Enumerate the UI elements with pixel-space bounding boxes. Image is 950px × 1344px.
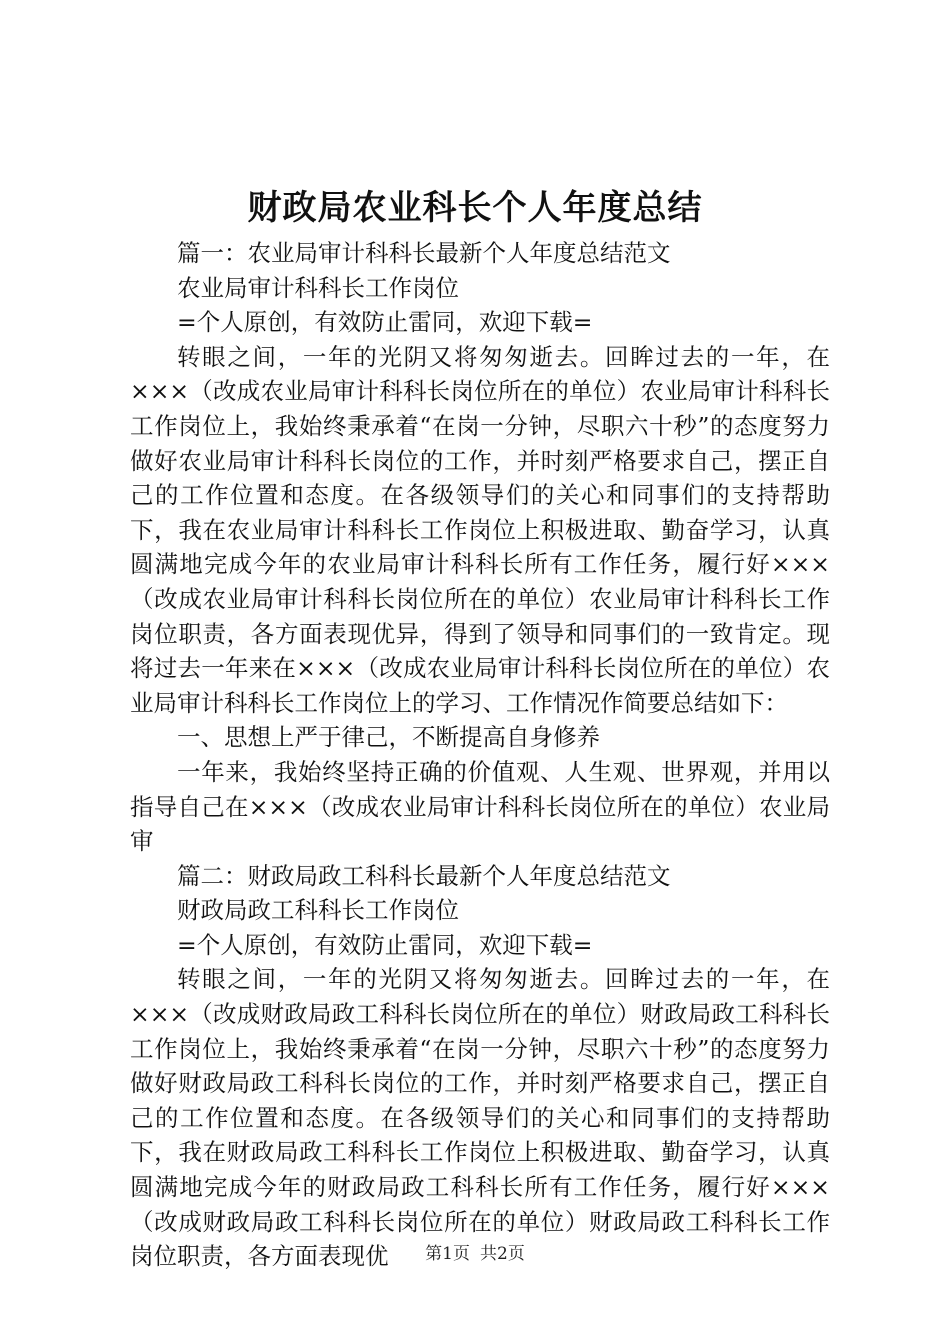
document-title: 财政局农业科长个人年度总结 xyxy=(247,188,703,228)
paragraph-intro-2: 转眼之间，一年的光阴又将匆匆逝去。回眸过去的一年，在×××（改成财政局政工科科长岗位所在的单位）财政局政工科科长工作岗位上，我始终秉承着“在岗一分钟，尽职六十秒”的态度努力做好财政局政工科科长岗位的工作，并时刻严格要求自己，摆正自己的工作位置和态度。在各级领导们的关心和同事们的支持帮助下，我在财政局政工科科长工作岗位上积极进取、勤奋学习，认真圆满地完成今年的财政局政工科科长所有工作任务，履行好×××（改成财政局政工科科长岗位所在的单位）财政局政工科科长工作岗位职责，各方面表现优 xyxy=(130,965,830,1271)
job-title-2: 财政局政工科科长工作岗位 xyxy=(177,896,459,925)
page-number: 第1页 xyxy=(425,1244,470,1264)
section-heading-1: 篇一：农业局审计科科长最新个人年度总结范文 xyxy=(177,239,671,267)
job-title-1: 农业局审计科科长工作岗位 xyxy=(177,273,459,302)
document-body xyxy=(130,236,830,1274)
notice-line-1: =个人原创，有效防止雷同，欢迎下载= xyxy=(177,308,593,337)
subsection-heading-1: 一、思想上严于律己，不断提高自身修养 xyxy=(177,723,600,752)
paragraph-intro-1: 转眼之间，一年的光阴又将匆匆逝去。回眸过去的一年，在×××（改成农业局审计科科长岗位所在的单位）农业局审计科科长工作岗位上，我始终秉承着“在岗一分钟，尽职六十秒”的态度努力做好农业局审计科科长岗位的工作，并时刻严格要求自己，摆正自己的工作位置和态度。在各级领导们的关心和同事们的支持帮助下，我在农业局审计科科长工作岗位上积极进取、勤奋学习，认真圆满地完成今年的农业局审计科科长所有工作任务，履行好×××（改成农业局审计科科长岗位所在的单位）农业局审计科科长工作岗位职责，各方面表现优异，得到了领导和同事们的一致肯定。现将过去一年来在×××（改成农业局审计科科长岗位所在的单位）农业局审计科科长工作岗位上的学习、工作情况作简要总结如下： xyxy=(130,342,830,717)
page-total: 共2页 xyxy=(480,1244,525,1264)
paragraph-body-1: 一年来，我始终坚持正确的价值观、人生观、世界观，并用以指导自己在×××（改成农业局审计科科长岗位所在的单位）农业局审 xyxy=(130,757,830,856)
section-heading-2: 篇二：财政局政工科科长最新个人年度总结范文 xyxy=(177,861,671,890)
page-footer xyxy=(0,1242,950,1266)
notice-line-2: =个人原创，有效防止雷同，欢迎下载= xyxy=(177,930,593,959)
